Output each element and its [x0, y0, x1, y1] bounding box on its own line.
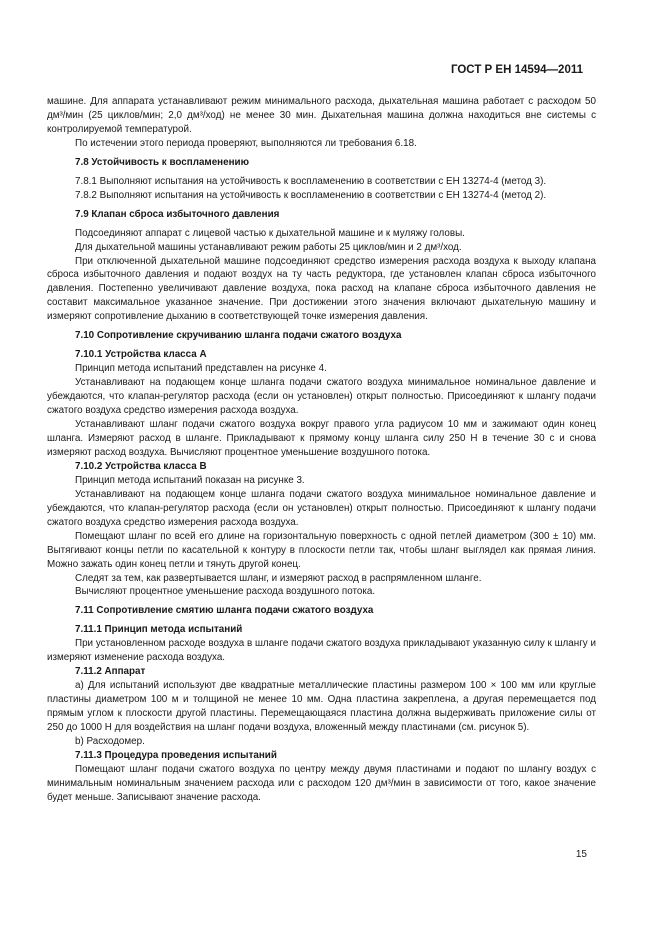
paragraph: Помещают шланг по всей его длине на горизонтальную поверхность с одной петлей диаметром (300 ± 10) мм. Вытягивают концы петли по касательной к контуру в плоскости петли так, чтобы шланг выглядел как прямая линия. Можно зажать один конец петли и тянуть другой конец. — [47, 530, 596, 570]
section-heading-7-10: 7.10 Сопротивление скручиванию шланга подачи сжатого воздуха — [75, 330, 402, 342]
paragraph: Устанавливают шланг подачи сжатого воздуха вокруг правого угла радиусом 10 мм и зажимают один конец шланга. Измеряют расход в шланге. Прикладывают к прямому концу шланга силу 250 Н в течение 30 с и снова измеряют расход воздуха. Вычисляют процентное уменьшение воздушного потока. — [47, 419, 596, 458]
subsection-heading-7-10-2: 7.10.2 Устройства класса В — [75, 460, 207, 472]
section-heading-7-11: 7.11 Сопротивление смятию шланга подачи сжатого воздуха — [75, 605, 374, 617]
subsection-heading-7-11-1: 7.11.1 Принцип метода испытаний — [75, 624, 243, 636]
paragraph: Принцип метода испытаний представлен на рисунке 4. — [75, 363, 327, 375]
paragraph: При отключенной дыхательной машине подсоединяют средство измерения расхода воздуха к выходу клапана сброса избыточного давления и подают воздух на ту часть редуктора, где установлен клапан сброса избыточного давления. Постепенно увеличивают давление воздуха, пока расход на клапане сброса избыточного давления не составит максимальное указанное значение. При достижении этого значения включают дыхательную машину и измеряют сопротивление дыханию в соответствующей точке измерения давления. — [47, 255, 596, 323]
subsection-heading-7-11-2: 7.11.2 Аппарат — [75, 666, 146, 678]
paragraph: Принцип метода испытаний показан на рисунке 3. — [75, 474, 305, 486]
paragraph: При установленном расходе воздуха в шланге подачи сжатого воздуха прикладывают указанную силу к шлангу и измеряют изменение расхода воздуха. — [47, 638, 596, 664]
page-number: 15 — [575, 849, 587, 860]
list-item-a: a) Для испытаний используют две квадратные металлические пластины размером 100 × 100 мм или круглые пластины диаметром 100 м и толщиной не менее 10 мм. Одна пластина закреплена, а другая перемещается под прямым углом к плоскости другой пластины. Перемещающаяся пластина должна выдерживать приложение силы от 250 до 1000 Н для воздействия на шланг подачи воздуха, вложенный между пластинами (см. рисунок 5). — [47, 680, 596, 734]
subsection-heading-7-10-1: 7.10.1 Устройства класса А — [75, 349, 207, 361]
document-body — [47, 95, 596, 805]
paragraph: Следят за тем, как развертывается шланг, и измеряют расход в распрямленном шланге. — [75, 572, 482, 584]
paragraph: Подсоединяют аппарат с лицевой частью к дыхательной машине и к муляжу головы. — [75, 227, 465, 239]
paragraph: По истечении этого периода проверяют, выполняются ли требования 6.18. — [75, 137, 417, 149]
paragraph: Помещают шланг подачи сжатого воздуха по центру между двумя пластинами и подают по шлангу воздух с минимальным номинальным значением расхода или с расходом 120 дм³/мин в зависимости от того, какое значение будет меньше. Записывают значение расхода. — [47, 763, 596, 803]
paragraph: Устанавливают на подающем конце шланга подачи сжатого воздуха минимальное номинальное давление и убеждаются, что клапан-регулятор расхода (если он установлен) открыт полностью. Присоединяют к шлангу подачи сжатого воздуха средство измерения расхода воздуха. — [47, 488, 596, 528]
list-item-b: b) Расходомер. — [75, 735, 145, 747]
paragraph: 7.8.1 Выполняют испытания на устойчивость к воспламенению в соответствии с ЕН 13274-4 (метод 3). — [75, 175, 547, 187]
section-heading-7-8: 7.8 Устойчивость к воспламенению — [75, 156, 249, 168]
paragraph: 7.8.2 Выполняют испытания на устойчивость к воспламенению в соответствии с ЕН 13274-4 (метод 2). — [75, 189, 547, 201]
paragraph: Для дыхательной машины устанавливают режим работы 25 циклов/мин и 2 дм³/ход. — [75, 241, 462, 253]
paragraph: Вычисляют процентное уменьшение расхода воздушного потока. — [75, 586, 376, 598]
paragraph: машине. Для аппарата устанавливают режим минимального расхода, дыхательная машина работает с расходом 50 дм³/мин (25 циклов/мин; 2,0 дм³/ход) не менее 30 мин. Дыхательная машина должна находиться вне системы с контролируемой температурой. — [47, 96, 596, 135]
document-code-header: ГОСТ Р ЕН 14594—2011 — [450, 64, 583, 76]
paragraph: Устанавливают на подающем конце шланга подачи сжатого воздуха минимальное номинальное давление и убеждаются, что клапан-регулятор расхода (если он установлен) открыт полностью. Присоединяют к шлангу подачи сжатого воздуха средство измерения расхода воздуха. — [47, 377, 596, 417]
subsection-heading-7-11-3: 7.11.3 Процедура проведения испытаний — [75, 749, 277, 761]
section-heading-7-9: 7.9 Клапан сброса избыточного давления — [75, 208, 280, 220]
